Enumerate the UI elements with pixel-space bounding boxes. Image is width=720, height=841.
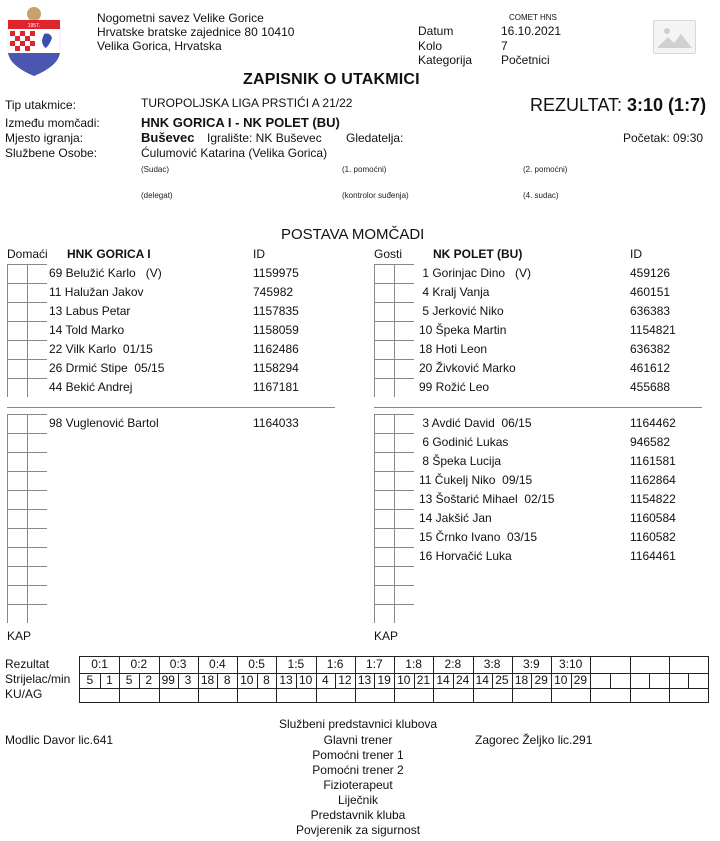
result-summary (530, 95, 706, 116)
spectators-label: Gledatelja: (346, 131, 404, 145)
home-side-label: Domaći (7, 247, 48, 261)
results-row-label-scorer: Strijelac/min (5, 672, 71, 686)
player-name: 16 Horvačić Luka (419, 549, 512, 563)
meta-label-kategorija: Kategorija (418, 53, 473, 67)
goal-scorer: 18 (200, 673, 215, 687)
player-checkbox-1[interactable] (374, 359, 394, 378)
meta-value-kolo: 7 (501, 39, 508, 53)
player-checkbox-2[interactable] (27, 359, 47, 378)
player-checkbox-2[interactable] (27, 452, 47, 471)
player-checkbox-2[interactable] (394, 414, 414, 433)
player-checkbox-2[interactable] (394, 283, 414, 302)
home-separator (7, 407, 335, 408)
federation-logo (4, 6, 64, 78)
goal-score: 3:10 (558, 657, 583, 671)
player-checkbox-2[interactable] (394, 433, 414, 452)
player-id: 946582 (630, 435, 671, 449)
meta-label-kolo: Kolo (418, 39, 443, 53)
svg-text:1957.: 1957. (27, 23, 41, 29)
goal-minute: 29 (573, 673, 588, 687)
result-value: 3:10 (1:7) (627, 95, 707, 115)
role-assistant-1: (1. pomoćni) (342, 165, 387, 174)
player-checkbox-2[interactable] (394, 566, 414, 585)
away-side-label: Gosti (374, 247, 403, 261)
player-id: 461612 (630, 361, 671, 375)
away-sub-row (374, 528, 704, 547)
away-starter-row (374, 264, 704, 283)
away-head-coach: Zagorec Željko lic.291 (475, 733, 593, 747)
player-checkbox-1[interactable] (7, 528, 27, 547)
away-sub-row (374, 414, 704, 433)
player-checkbox-1[interactable] (7, 471, 27, 490)
goal-score: 2:8 (444, 657, 462, 671)
org-city: Velika Gorica, Hrvatska (97, 39, 222, 53)
player-name: 14 Told Marko (49, 323, 125, 337)
home-sub-row (7, 433, 337, 452)
player-id: 459126 (630, 266, 671, 280)
goal-minute: 8 (223, 673, 231, 687)
player-name: 14 Jakšić Jan (419, 511, 492, 525)
player-checkbox-1[interactable] (374, 302, 394, 321)
goal-scorer: 4 (321, 673, 329, 687)
home-starter-row (7, 340, 337, 359)
player-checkbox-1[interactable] (7, 509, 27, 528)
goal-minute: 10 (299, 673, 313, 687)
goal-minute: 21 (416, 673, 431, 687)
player-checkbox-2[interactable] (394, 585, 414, 604)
player-checkbox-2[interactable] (27, 471, 47, 490)
player-checkbox-1[interactable] (7, 264, 27, 283)
home-starter-row (7, 378, 337, 397)
player-name: 99 Rožić Leo (419, 380, 490, 394)
player-name: 5 Jerković Niko (419, 304, 504, 318)
home-sub-row (7, 509, 337, 528)
player-checkbox-2[interactable] (394, 321, 414, 340)
player-name: 22 Vilk Karlo 01/15 (49, 342, 153, 356)
player-id: 1157835 (253, 304, 299, 318)
home-sub-row (7, 490, 337, 509)
image-placeholder (653, 20, 696, 54)
goal-score: 3:9 (523, 657, 540, 671)
player-name: 13 Šoštarić Mihael 02/15 (419, 492, 555, 506)
home-starter-row (7, 321, 337, 340)
official-role: Predstavnik kluba (310, 808, 406, 822)
player-checkbox-2[interactable] (394, 490, 414, 509)
player-checkbox-2[interactable] (27, 547, 47, 566)
player-checkbox-2[interactable] (27, 283, 47, 302)
player-checkbox-1[interactable] (374, 528, 394, 547)
results-row-label-kuag: KU/AG (5, 687, 43, 701)
away-sub-row (374, 566, 704, 585)
home-captain-label: KAP (7, 629, 32, 643)
result-label: REZULTAT: (530, 95, 623, 115)
player-checkbox-2[interactable] (27, 566, 47, 585)
player-name: 8 Špeka Lucija (419, 454, 502, 468)
pitch-value: Igralište: NK Buševec (207, 131, 322, 145)
player-name: 44 Bekić Andrej (49, 380, 133, 394)
role-referee: (Sudac) (141, 165, 170, 174)
player-name: 15 Črnko Ivano 03/15 (419, 530, 538, 544)
player-name: 20 Živković Marko (419, 361, 516, 375)
player-checkbox-1[interactable] (7, 547, 27, 566)
player-checkbox-1[interactable] (7, 604, 27, 623)
table-column-divider (669, 657, 670, 703)
goal-minute: 29 (534, 673, 548, 687)
goal-score: 0:2 (130, 657, 148, 671)
player-checkbox-1[interactable] (374, 509, 394, 528)
goal-minute: 3 (184, 673, 192, 687)
away-starter-row (374, 302, 704, 321)
player-id: 1154822 (630, 492, 676, 506)
home-id-header: ID (253, 247, 265, 261)
home-team-name: HNK GORICA I (67, 247, 151, 261)
player-checkbox-1[interactable] (374, 414, 394, 433)
home-starter-row (7, 264, 337, 283)
player-checkbox-2[interactable] (27, 528, 47, 547)
goal-score: 3:8 (483, 657, 501, 671)
player-checkbox-2[interactable] (27, 302, 47, 321)
home-sub-row (7, 604, 337, 623)
official-role: Pomoćni trener 1 (312, 748, 404, 762)
away-captain-label: KAP (374, 629, 399, 643)
goal-scorer: 18 (514, 673, 529, 687)
away-starter-row (374, 378, 704, 397)
official-role: Liječnik (337, 793, 379, 807)
player-checkbox-2[interactable] (27, 340, 47, 359)
goal-scorer: 99 (161, 673, 175, 687)
player-checkbox-2[interactable] (394, 547, 414, 566)
player-name: 11 Halužan Jakov (49, 285, 144, 299)
table-subcolumn-divider (610, 673, 611, 689)
player-checkbox-1[interactable] (374, 433, 394, 452)
goal-scorer: 10 (554, 673, 568, 687)
player-id: 1164462 (630, 416, 676, 430)
officials-label: Službene Osobe: (5, 146, 98, 160)
away-sub-row (374, 509, 704, 528)
player-checkbox-2[interactable] (27, 378, 47, 397)
player-checkbox-2[interactable] (394, 471, 414, 490)
home-sub-row (7, 414, 337, 433)
official-role: Glavni trener (323, 733, 393, 747)
role-assistant-2: (2. pomoćni) (523, 165, 568, 174)
referee-name: Ćulumović Katarina (Velika Gorica) (141, 146, 328, 160)
player-name: 11 Čukelj Niko 09/15 (419, 473, 533, 487)
goal-score: 0:3 (169, 657, 187, 671)
goal-scorer: 13 (279, 673, 293, 687)
player-checkbox-2[interactable] (27, 604, 47, 623)
home-sub-row (7, 547, 337, 566)
player-checkbox-1[interactable] (7, 340, 27, 359)
player-checkbox-1[interactable] (7, 452, 27, 471)
tip-value: TUROPOLJSKA LIGA PRSTIĆI A 21/22 (141, 96, 353, 110)
player-checkbox-1[interactable] (374, 321, 394, 340)
table-column-divider (630, 657, 631, 703)
goal-scorer: 5 (125, 673, 133, 687)
teams-label: Između momčadi: (5, 116, 100, 130)
player-checkbox-2[interactable] (394, 452, 414, 471)
player-checkbox-2[interactable] (27, 585, 47, 604)
player-checkbox-2[interactable] (394, 509, 414, 528)
role-referee-inspector: (kontrolor suđenja) (342, 191, 409, 200)
away-starter-row (374, 283, 704, 302)
goal-scorer: 14 (475, 673, 489, 687)
player-checkbox-2[interactable] (394, 340, 414, 359)
player-id: 1164461 (630, 549, 676, 563)
player-id: 745982 (253, 285, 294, 299)
official-role: Pomoćni trener 2 (312, 763, 404, 777)
player-checkbox-1[interactable] (7, 585, 27, 604)
player-id: 1160584 (630, 511, 676, 525)
away-sub-row (374, 433, 704, 452)
comet-label: COMET HNS (509, 13, 557, 22)
kickoff-time: Početak: 09:30 (623, 131, 704, 145)
goal-minute: 12 (338, 673, 352, 687)
player-id: 636383 (630, 304, 671, 318)
goal-minute: 1 (106, 673, 113, 687)
player-checkbox-1[interactable] (374, 490, 394, 509)
player-checkbox-1[interactable] (7, 321, 27, 340)
goal-score: 1:7 (366, 657, 383, 671)
goals-table (79, 656, 709, 703)
player-name: 98 Vuglenović Bartol (49, 416, 159, 430)
table-subcolumn-divider (649, 673, 650, 689)
player-checkbox-1[interactable] (374, 604, 394, 623)
away-starter-row (374, 359, 704, 378)
player-id: 1154821 (630, 323, 676, 337)
away-sub-row (374, 490, 704, 509)
goal-scorer: 14 (436, 673, 450, 687)
venue-label: Mjesto igranja: (5, 131, 84, 145)
away-starter-row (374, 321, 704, 340)
player-checkbox-1[interactable] (374, 452, 394, 471)
lineup-title: POSTAVA MOMČADI (281, 226, 425, 243)
meta-value-kategorija: Početnici (501, 53, 550, 67)
away-sub-row (374, 585, 704, 604)
away-separator (374, 407, 702, 408)
player-checkbox-1[interactable] (7, 283, 27, 302)
meta-value-datum: 16.10.2021 (501, 24, 562, 38)
home-starter-row (7, 302, 337, 321)
player-id: 460151 (630, 285, 671, 299)
goal-minute: 24 (456, 673, 470, 687)
goal-score: 0:1 (91, 657, 108, 671)
tip-label: Tip utakmice: (5, 98, 76, 112)
player-checkbox-2[interactable] (394, 302, 414, 321)
player-checkbox-1[interactable] (7, 566, 27, 585)
goal-minute: 25 (495, 673, 509, 687)
goal-score: 1:5 (287, 657, 305, 671)
away-team-name: NK POLET (BU) (433, 247, 523, 261)
page-title: ZAPISNIK O UTAKMICI (243, 71, 420, 88)
player-checkbox-2[interactable] (394, 264, 414, 283)
teams-value: HNK GORICA I - NK POLET (BU) (141, 115, 340, 130)
player-checkbox-1[interactable] (374, 585, 394, 604)
ball-icon (27, 7, 41, 21)
results-row-label-score: Rezultat (5, 657, 50, 671)
player-checkbox-1[interactable] (7, 302, 27, 321)
player-id: 1162486 (253, 342, 299, 356)
player-checkbox-1[interactable] (374, 283, 394, 302)
player-checkbox-2[interactable] (27, 321, 47, 340)
player-name: 69 Belužić Karlo (V) (49, 266, 162, 280)
goal-scorer: 13 (357, 673, 372, 687)
player-name: 4 Kralj Vanja (419, 285, 490, 299)
goal-score: 1:8 (405, 657, 422, 671)
player-checkbox-1[interactable] (7, 414, 27, 433)
goal-scorer: 10 (240, 673, 254, 687)
player-checkbox-2[interactable] (27, 490, 47, 509)
player-name: 26 Drmić Stipe 05/15 (49, 361, 165, 375)
table-column-divider (590, 657, 591, 703)
player-id: 1158059 (253, 323, 299, 337)
home-head-coach: Modlic Davor lic.641 (5, 733, 114, 747)
player-checkbox-1[interactable] (7, 490, 27, 509)
player-id: 1160582 (630, 530, 676, 544)
player-id: 1161581 (630, 454, 676, 468)
player-checkbox-2[interactable] (394, 604, 414, 623)
player-checkbox-1[interactable] (7, 359, 27, 378)
role-fourth-official: (4. sudac) (523, 191, 559, 200)
player-checkbox-2[interactable] (27, 264, 47, 283)
home-sub-row (7, 585, 337, 604)
player-checkbox-1[interactable] (374, 566, 394, 585)
player-id: 1159975 (253, 266, 299, 280)
table-subcolumn-divider (688, 673, 689, 689)
role-delegate: (delegat) (141, 191, 173, 200)
player-id: 636382 (630, 342, 671, 356)
goal-score: 0:4 (209, 657, 226, 671)
meta-label-datum: Datum (418, 24, 454, 38)
club-officials-title: Službeni predstavnici klubova (278, 717, 438, 731)
player-checkbox-1[interactable] (7, 378, 27, 397)
goal-scorer: 10 (397, 673, 411, 687)
official-role: Povjerenik za sigurnost (295, 823, 421, 837)
player-checkbox-2[interactable] (394, 359, 414, 378)
player-checkbox-1[interactable] (374, 471, 394, 490)
home-sub-row (7, 471, 337, 490)
home-sub-row (7, 452, 337, 471)
player-id: 1162864 (630, 473, 676, 487)
player-checkbox-1[interactable] (374, 547, 394, 566)
player-id: 1164033 (253, 416, 299, 430)
player-id: 455688 (630, 380, 671, 394)
away-id-header: ID (630, 247, 642, 261)
player-name: 6 Godinić Lukas (419, 435, 509, 449)
player-checkbox-1[interactable] (374, 378, 394, 397)
player-checkbox-2[interactable] (27, 433, 47, 452)
player-checkbox-2[interactable] (394, 528, 414, 547)
player-name: 13 Labus Petar (49, 304, 131, 318)
goal-minute: 2 (145, 673, 153, 687)
player-checkbox-1[interactable] (374, 340, 394, 359)
org-address: Hrvatske bratske zajednice 80 10410 (97, 25, 295, 39)
player-checkbox-1[interactable] (7, 433, 27, 452)
goal-minute: 19 (377, 673, 391, 687)
away-starter-row (374, 340, 704, 359)
away-sub-row (374, 547, 704, 566)
goal-score: 1:6 (326, 657, 344, 671)
away-sub-row (374, 452, 704, 471)
player-checkbox-2[interactable] (394, 378, 414, 397)
org-name: Nogometni savez Velike Gorice (97, 11, 264, 25)
venue-value: Buševec (141, 130, 195, 145)
home-starter-row (7, 359, 337, 378)
image-icon (654, 21, 695, 53)
away-sub-row (374, 471, 704, 490)
player-id: 1167181 (253, 380, 299, 394)
player-name: 3 Avdić David 06/15 (419, 416, 532, 430)
goal-minute: 8 (263, 673, 270, 687)
player-name: 1 Gorinjac Dino (V) (419, 266, 532, 280)
official-role: Fizioterapeut (323, 778, 393, 792)
player-checkbox-2[interactable] (27, 509, 47, 528)
player-id: 1158294 (253, 361, 299, 375)
player-name: 10 Špeka Martin (419, 323, 507, 337)
player-name: 18 Hoti Leon (419, 342, 488, 356)
goal-scorer: 5 (86, 673, 94, 687)
home-sub-row (7, 528, 337, 547)
goal-score: 0:5 (248, 657, 265, 671)
player-checkbox-1[interactable] (374, 264, 394, 283)
home-sub-row (7, 566, 337, 585)
away-sub-row (374, 604, 704, 623)
home-starter-row (7, 283, 337, 302)
player-checkbox-2[interactable] (27, 414, 47, 433)
